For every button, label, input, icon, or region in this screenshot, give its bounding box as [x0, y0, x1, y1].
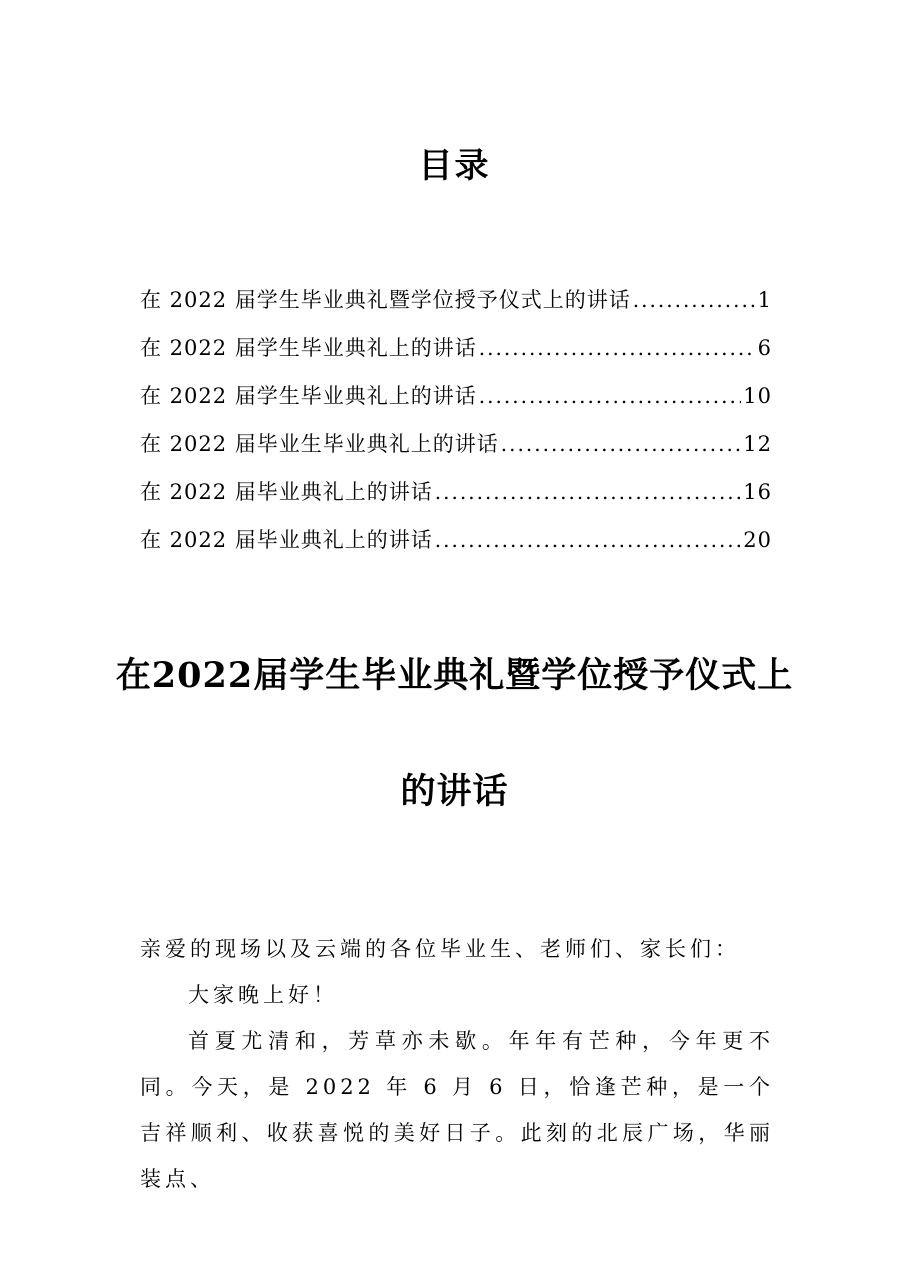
toc-dot-leader — [435, 474, 741, 510]
toc-page-number: 10 — [743, 384, 772, 408]
toc-entry-title: 在 2022 届毕业典礼上的讲话 — [140, 528, 433, 552]
toc-entry[interactable] — [140, 378, 772, 426]
toc-page-number: 20 — [743, 528, 772, 552]
toc-entry[interactable] — [140, 330, 772, 378]
salutation: 亲爱的现场以及云端的各位毕业生、老师们、家长们： — [140, 937, 740, 961]
toc-dot-leader — [501, 426, 741, 462]
toc-entry-title: 在 2022 届学生毕业典礼暨学位授予仪式上的讲话 — [140, 288, 631, 312]
toc-entry[interactable] — [140, 522, 772, 570]
toc-page-number: 1 — [757, 288, 772, 312]
toc-entry-title: 在 2022 届学生毕业典礼上的讲话 — [140, 336, 477, 360]
toc-dot-leader — [633, 282, 756, 318]
toc-page-number: 12 — [743, 432, 772, 456]
article-title-line-2: 的讲话 — [400, 771, 509, 812]
greeting: 大家晚上好！ — [188, 983, 338, 1007]
toc-entry[interactable] — [140, 282, 772, 330]
article-body — [140, 926, 774, 1202]
toc-entry-title: 在 2022 届毕业典礼上的讲话 — [140, 480, 433, 504]
body-paragraph: 首夏尤清和，芳草亦未歇。年年有芒种，今年更不同。今天，是 2022 年 6 月 6 日，恰逢芒种，是一个吉祥顺利、收获喜悦的美好日子。此刻的北辰广场，华丽装点、 — [140, 1029, 774, 1191]
toc-entry[interactable] — [140, 426, 772, 474]
toc-entry-title: 在 2022 届学生毕业典礼上的讲话 — [140, 384, 477, 408]
table-of-contents — [140, 282, 772, 570]
toc-dot-leader — [479, 330, 756, 366]
toc-entry-title: 在 2022 届毕业生毕业典礼上的讲话 — [140, 432, 499, 456]
toc-page-number: 6 — [757, 336, 772, 360]
article-title — [90, 618, 819, 850]
article-title-line-1: 在2022届学生毕业典礼暨学位授予仪式上 — [115, 655, 794, 696]
toc-title: 目录 — [418, 146, 491, 186]
toc-dot-leader — [435, 522, 741, 558]
toc-dot-leader — [479, 378, 741, 414]
toc-page-number: 16 — [743, 480, 772, 504]
toc-entry[interactable] — [140, 474, 772, 522]
